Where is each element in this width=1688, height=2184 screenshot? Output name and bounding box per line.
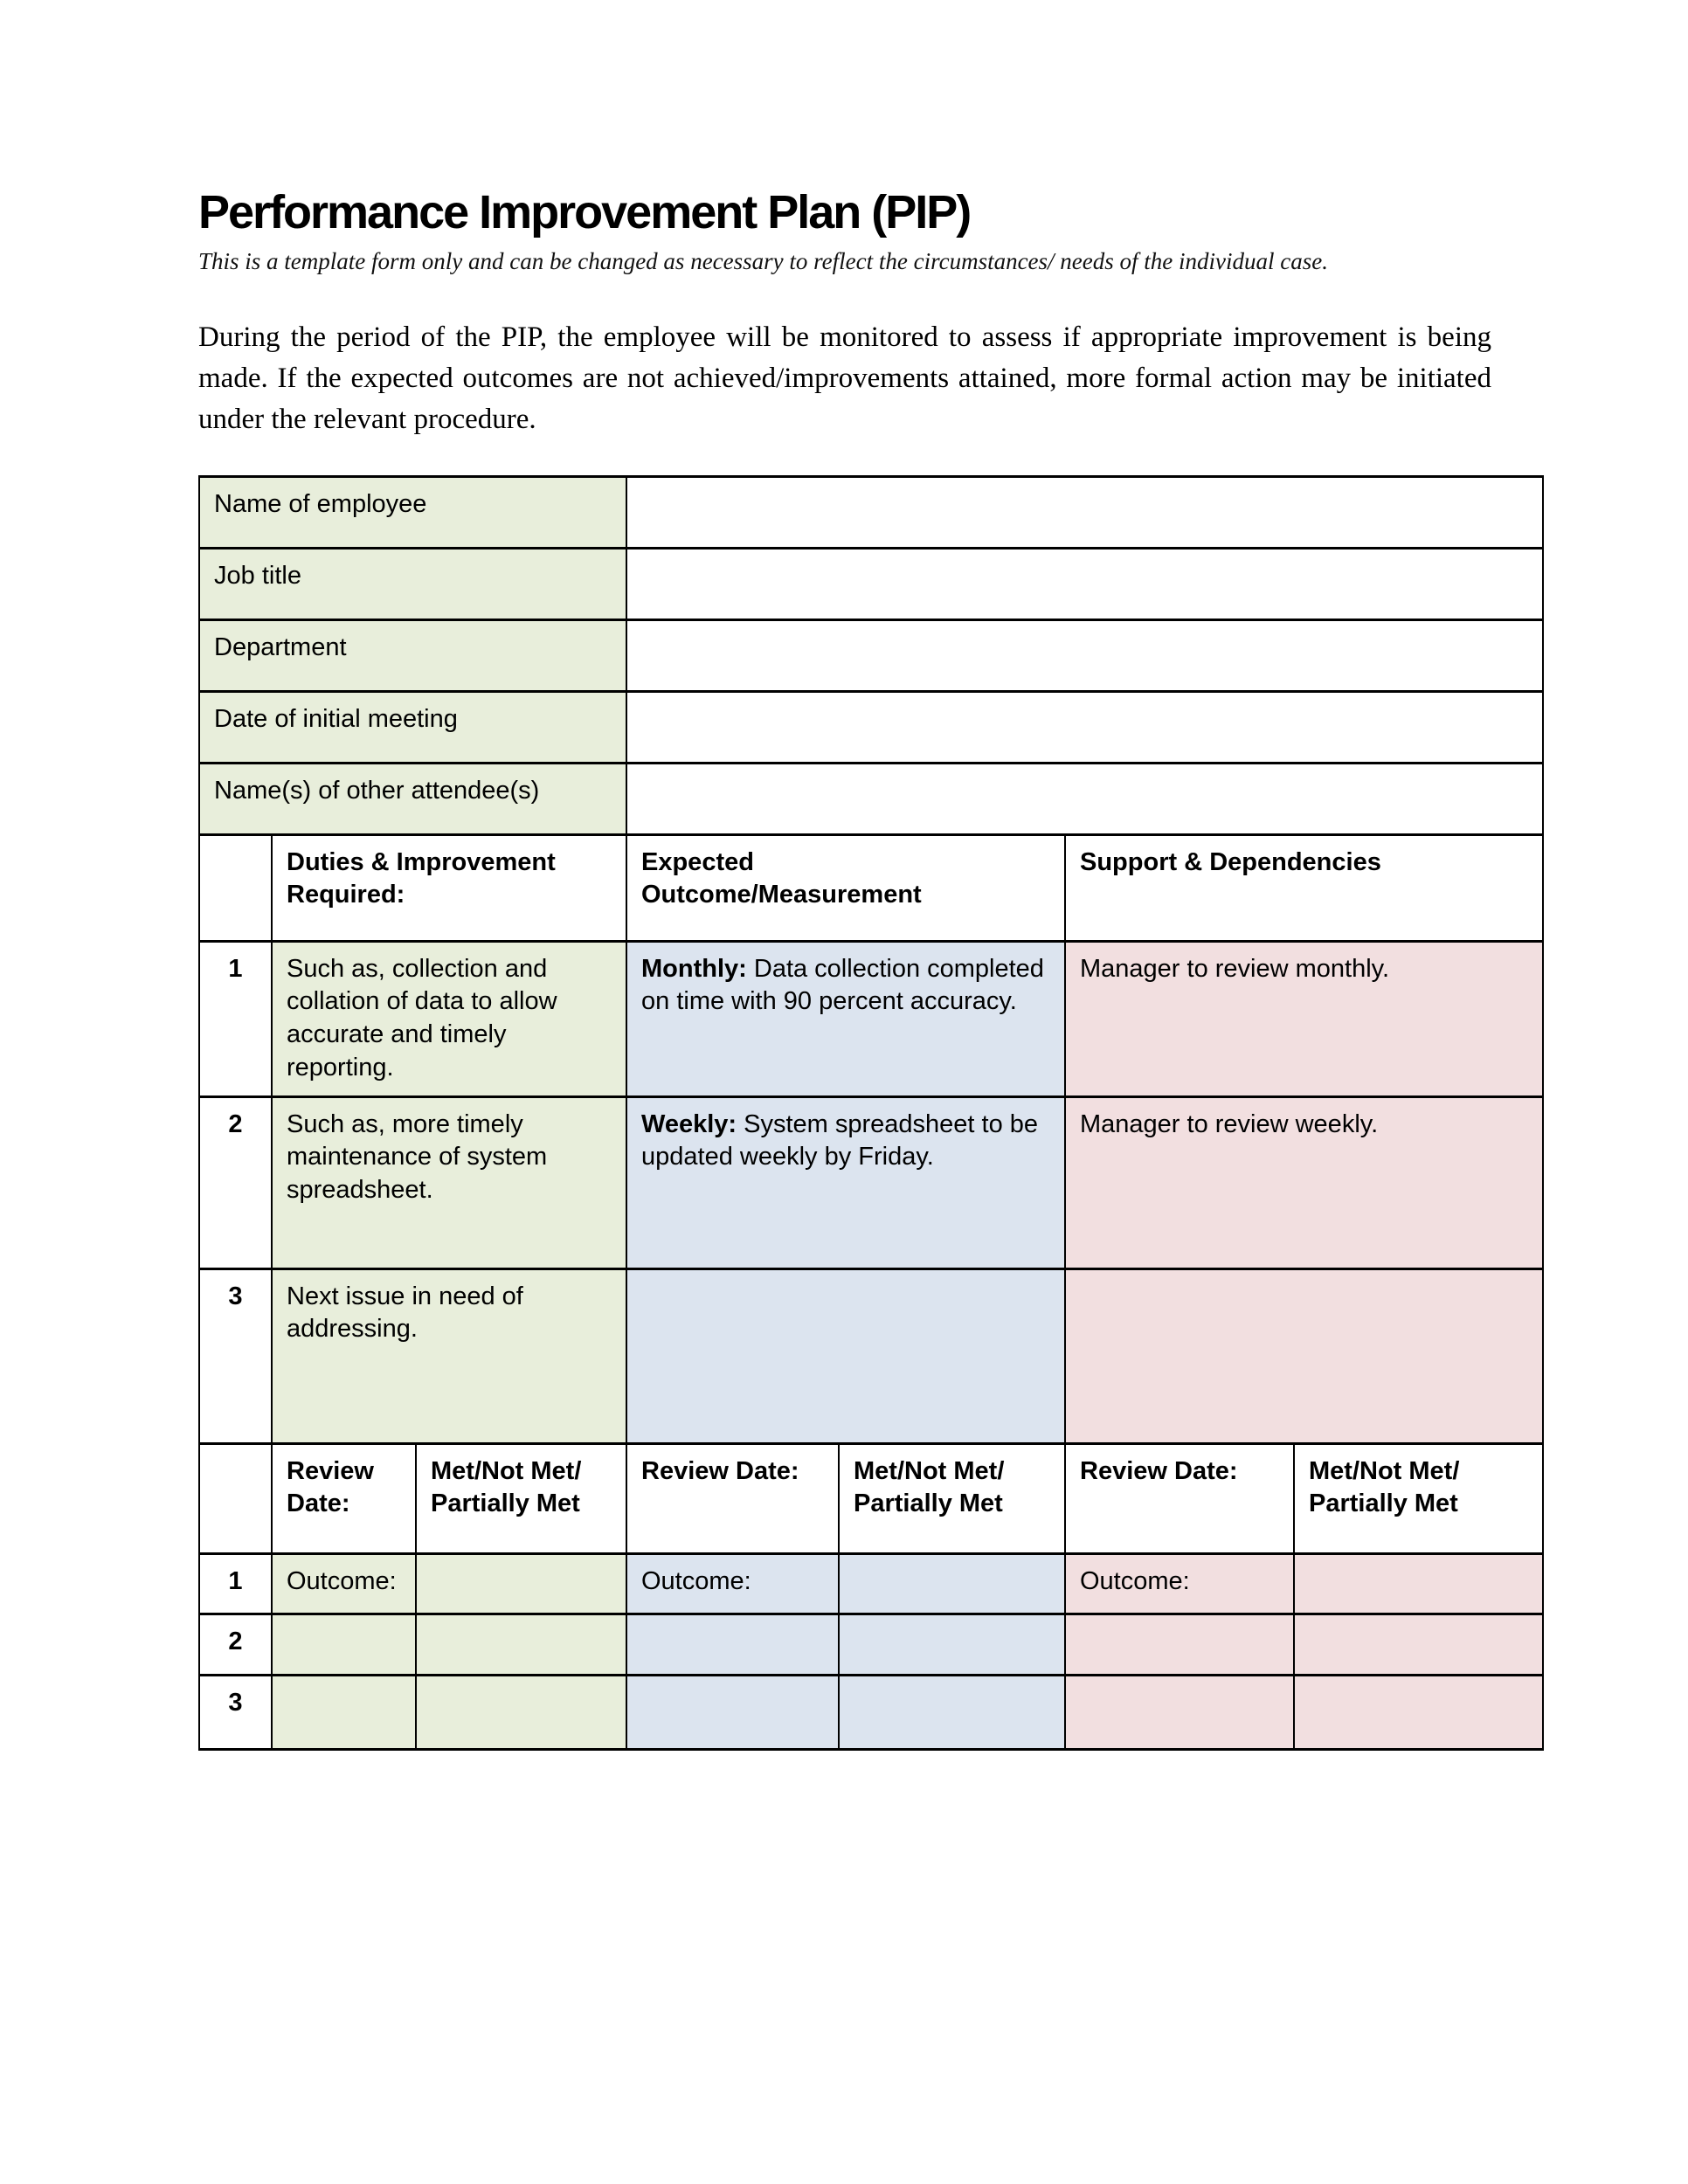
plan-row-1-number: 1: [199, 941, 272, 1096]
review-date-field-pink-3[interactable]: [1065, 1675, 1294, 1749]
met-status-field-pink-3[interactable]: [1294, 1675, 1543, 1749]
review-date-header-3: Review Date:: [1065, 1443, 1294, 1553]
met-status-header-2: Met/Not Met/ Partially Met: [839, 1443, 1065, 1553]
plan-header-number-cell: [199, 834, 272, 941]
expected-cell-3[interactable]: [626, 1268, 1065, 1443]
department-label: Department: [199, 619, 626, 691]
outcome-label-cell-pink[interactable]: Outcome:: [1065, 1553, 1294, 1614]
support-header: Support & Dependencies: [1065, 834, 1543, 941]
review-row-2: [199, 1614, 1543, 1675]
review-date-header-2: Review Date:: [626, 1443, 839, 1553]
job-title-field[interactable]: [626, 548, 1543, 619]
duty-cell-1[interactable]: Such as, collection and collation of data to allow accurate and timely reporting.: [272, 941, 626, 1096]
duties-header: Duties & Improvement Required:: [272, 834, 626, 941]
info-row-job-title: [199, 548, 1543, 619]
expected-cell-1[interactable]: [626, 941, 1065, 1096]
info-row-initial-meeting-date: [199, 691, 1543, 763]
review-row-2-number: 2: [199, 1614, 272, 1675]
pip-form-table: [198, 475, 1544, 1751]
review-date-field-pink-2[interactable]: [1065, 1614, 1294, 1675]
info-row-employee-name: [199, 476, 1543, 548]
info-row-department: [199, 619, 1543, 691]
plan-row-3: [199, 1268, 1543, 1443]
department-field[interactable]: [626, 619, 1543, 691]
review-header-row: [199, 1443, 1543, 1553]
review-header-number-cell: [199, 1443, 272, 1553]
duty-cell-3[interactable]: Next issue in need of addressing.: [272, 1268, 626, 1443]
other-attendees-label: Name(s) of other attendee(s): [199, 763, 626, 834]
review-row-3: [199, 1675, 1543, 1749]
met-status-field-green-1[interactable]: [416, 1553, 626, 1614]
met-status-field-blue-3[interactable]: [839, 1675, 1065, 1749]
plan-row-2: [199, 1096, 1543, 1268]
met-status-field-blue-1[interactable]: [839, 1553, 1065, 1614]
expected-cell-2-text: System spreadsheet to be updated weekly by Friday.: [641, 1109, 1039, 1171]
review-date-header-1: Review Date:: [272, 1443, 416, 1553]
met-status-header-3: Met/Not Met/ Partially Met: [1294, 1443, 1543, 1553]
employee-name-label: Name of employee: [199, 476, 626, 548]
met-status-field-pink-2[interactable]: [1294, 1614, 1543, 1675]
job-title-label: Job title: [199, 548, 626, 619]
expected-outcome-header-line2: Outcome/Measurement: [641, 881, 922, 909]
review-date-field-green-2[interactable]: [272, 1614, 416, 1675]
outcome-label-cell-blue[interactable]: Outcome:: [626, 1553, 839, 1614]
plan-row-1: [199, 941, 1543, 1096]
met-status-field-pink-1[interactable]: [1294, 1553, 1543, 1614]
info-row-other-attendees: [199, 763, 1543, 834]
review-date-field-blue-2[interactable]: [626, 1614, 839, 1675]
review-date-field-green-3[interactable]: [272, 1675, 416, 1749]
review-row-3-number: 3: [199, 1675, 272, 1749]
met-status-field-green-3[interactable]: [416, 1675, 626, 1749]
met-status-field-blue-2[interactable]: [839, 1614, 1065, 1675]
initial-meeting-date-label: Date of initial meeting: [199, 691, 626, 763]
support-cell-1[interactable]: Manager to review monthly.: [1065, 941, 1543, 1096]
support-cell-2[interactable]: Manager to review weekly.: [1065, 1096, 1543, 1268]
plan-row-2-number: 2: [199, 1096, 272, 1268]
review-row-1-number: 1: [199, 1553, 272, 1614]
support-cell-3[interactable]: [1065, 1268, 1543, 1443]
expected-outcome-header: [626, 834, 1065, 941]
met-status-header-1: Met/Not Met/ Partially Met: [416, 1443, 626, 1553]
expected-cell-2-frequency: Weekly:: [641, 1109, 737, 1138]
document-content: [0, 185, 1688, 1751]
review-date-field-blue-3[interactable]: [626, 1675, 839, 1749]
other-attendees-field[interactable]: [626, 763, 1543, 834]
expected-outcome-header-line1: Expected: [641, 847, 754, 876]
template-note: This is a template form only and can be changed as necessary to reflect the circumstances/ needs of the individual case.: [198, 248, 1328, 275]
plan-row-3-number: 3: [199, 1268, 272, 1443]
page-title: Performance Improvement Plan (PIP): [198, 186, 971, 238]
employee-name-field[interactable]: [626, 476, 1543, 548]
intro-paragraph: During the period of the PIP, the employee will be monitored to assess if appropriate improvement is being made. If the expected outcomes are not achieved/improvements attained, more formal action may be initiated under the relevant procedure.: [198, 321, 1491, 435]
outcome-label-cell-green[interactable]: Outcome:: [272, 1553, 416, 1614]
expected-cell-1-frequency: Monthly:: [641, 954, 747, 983]
met-status-field-green-2[interactable]: [416, 1614, 626, 1675]
expected-cell-2[interactable]: [626, 1096, 1065, 1268]
expected-cell-1-text: Data collection completed on time with 90 percent accuracy.: [641, 954, 1044, 1016]
duty-cell-2[interactable]: Such as, more timely maintenance of system spreadsheet.: [272, 1096, 626, 1268]
plan-header-row: [199, 834, 1543, 941]
initial-meeting-date-field[interactable]: [626, 691, 1543, 763]
review-row-1: [199, 1553, 1543, 1614]
